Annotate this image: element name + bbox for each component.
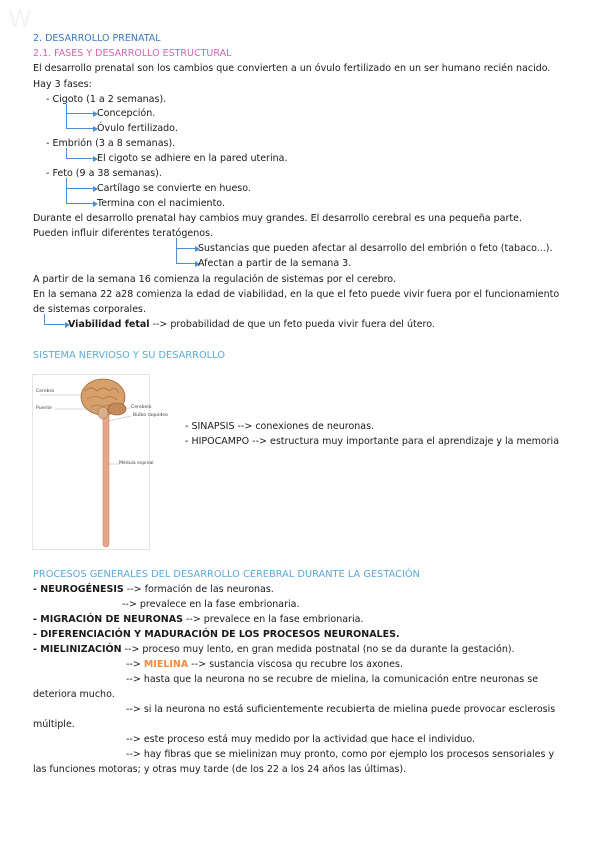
section-title: 2. DESARROLLO PRENATAL bbox=[33, 33, 161, 44]
neurogenesis-line bbox=[33, 584, 274, 596]
viability-line bbox=[68, 319, 435, 331]
watermark: W bbox=[8, 5, 32, 33]
myelin-detail: deteriora mucho. bbox=[33, 689, 115, 700]
mielina-word: MIELINA bbox=[143, 659, 189, 670]
label-bulbo: Bulbo raquídeo bbox=[133, 413, 168, 418]
arrow-icon bbox=[66, 188, 93, 204]
label-puente: Puente bbox=[36, 406, 52, 411]
week22-text: En la semana 22 a28 comienza la edad de viabilidad, en la que el feto puede vivir fuera por el funcionamiento bbox=[33, 289, 560, 300]
phase-embrion: - Embrión (3 a 8 semanas). bbox=[46, 138, 176, 149]
migration-line bbox=[33, 614, 363, 626]
bullet-hipocampo: - HIPOCAMPO --> estructura muy importante para el aprendizaje y la memoria bbox=[185, 436, 560, 447]
myelin-detail: --> si la neurona no está suficientemente recubierta de mielina puede provocar esclerosis bbox=[126, 704, 556, 715]
myelin-detail: --> hasta que la neurona no se recubre de mielina, la comunicación entre neuronas se bbox=[126, 674, 539, 685]
section-subtitle: 2.1. FASES Y DESARROLLO ESTRUCTURAL bbox=[33, 48, 232, 59]
intro-text: El desarrollo prenatal son los cambios que convierten a un óvulo fertilizado en un ser humano recién nacido. bbox=[33, 63, 551, 74]
phase-cigoto: - Cigoto (1 a 2 semanas). bbox=[46, 94, 167, 105]
myelination-def: --> proceso muy lento, en gran medida postnatal (no se da durante la gestación). bbox=[121, 644, 515, 655]
arrow-icon bbox=[66, 148, 93, 159]
phase-item: Concepción. bbox=[97, 108, 156, 119]
teratogen-item: Sustancias que pueden afectar al desarrollo del embrión o feto (tabaco...). bbox=[198, 243, 553, 254]
migration-def: --> prevalece en la fase embrionaria. bbox=[182, 614, 364, 625]
label-cerebro: Cerebro bbox=[36, 389, 55, 394]
differentiation-line: - DIFERENCIACIÓN Y MADURACIÓN DE LOS PROCESOS NEURONALES. bbox=[33, 629, 400, 640]
label-cerebelo: Cerebelo bbox=[131, 405, 152, 410]
phase-item: Termina con el nacimiento. bbox=[97, 198, 225, 209]
week22-text-cont: de sistemas corporales. bbox=[33, 304, 147, 315]
mielina-line bbox=[126, 659, 403, 671]
phase-feto: - Feto (9 a 38 semanas). bbox=[46, 168, 162, 179]
teratogen-item: Afectan a partir de la semana 3. bbox=[198, 258, 352, 269]
brain-spinal-cord-figure bbox=[32, 374, 168, 550]
bullet-sinapsis: - SINAPSIS --> conexiones de neuronas. bbox=[185, 421, 375, 432]
phases-intro: Hay 3 fases: bbox=[33, 79, 92, 90]
migration-term: - MIGRACIÓN DE NEURONAS bbox=[33, 614, 183, 625]
neurogenesis-sub: --> prevalece en la fase embrionaria. bbox=[122, 599, 300, 610]
week16-text: A partir de la semana 16 comienza la regulación de sistemas por el cerebro. bbox=[33, 274, 396, 285]
viability-term: Viabilidad fetal bbox=[68, 319, 150, 330]
mielina-def: --> sustancia viscosa qu recubre los axones. bbox=[188, 659, 403, 670]
label-medula: Médula espinal bbox=[119, 461, 154, 466]
processes-title: PROCESOS GENERALES DEL DESARROLLO CEREBRAL DURANTE LA GESTACIÓN bbox=[33, 569, 420, 580]
mielina-arrow: --> bbox=[126, 659, 144, 670]
phase-item: El cigoto se adhiere en la pared uterina. bbox=[97, 153, 288, 164]
neurogenesis-def: --> formación de las neuronas. bbox=[123, 584, 274, 595]
myelin-detail: múltiple. bbox=[33, 719, 75, 730]
myelin-detail: las funciones motoras; y otras muy tarde (de los 22 a los 24 años las últimas). bbox=[33, 764, 407, 775]
myelination-term: - MIELINIZACIÓN bbox=[33, 644, 122, 655]
neurogenesis-term: - NEUROGÉNESIS bbox=[33, 584, 124, 595]
changes-text: Durante el desarrollo prenatal hay cambios muy grandes. El desarrollo cerebral es una pequeña parte. bbox=[33, 213, 522, 224]
myelin-detail: --> este proceso está muy medido por la actividad que hace el individuo. bbox=[126, 734, 475, 745]
phase-item: Óvulo fertilizado. bbox=[97, 123, 178, 134]
arrow-icon bbox=[176, 248, 195, 264]
phase-item: Cartílago se convierte en hueso. bbox=[97, 183, 251, 194]
arrow-icon bbox=[44, 314, 65, 325]
viability-def: --> probabilidad de que un feto pueda vivir fuera del útero. bbox=[149, 319, 435, 330]
myelin-detail: --> hay fibras que se mielinizan muy pronto, como por ejemplo los procesos sensoriales y bbox=[126, 749, 555, 760]
arrow-icon bbox=[66, 113, 93, 129]
teratogens-text: Pueden influir diferentes teratógenos. bbox=[33, 228, 214, 239]
nervous-title: SISTEMA NERVIOSO Y SU DESARROLLO bbox=[33, 350, 225, 361]
myelination-line bbox=[33, 644, 515, 656]
